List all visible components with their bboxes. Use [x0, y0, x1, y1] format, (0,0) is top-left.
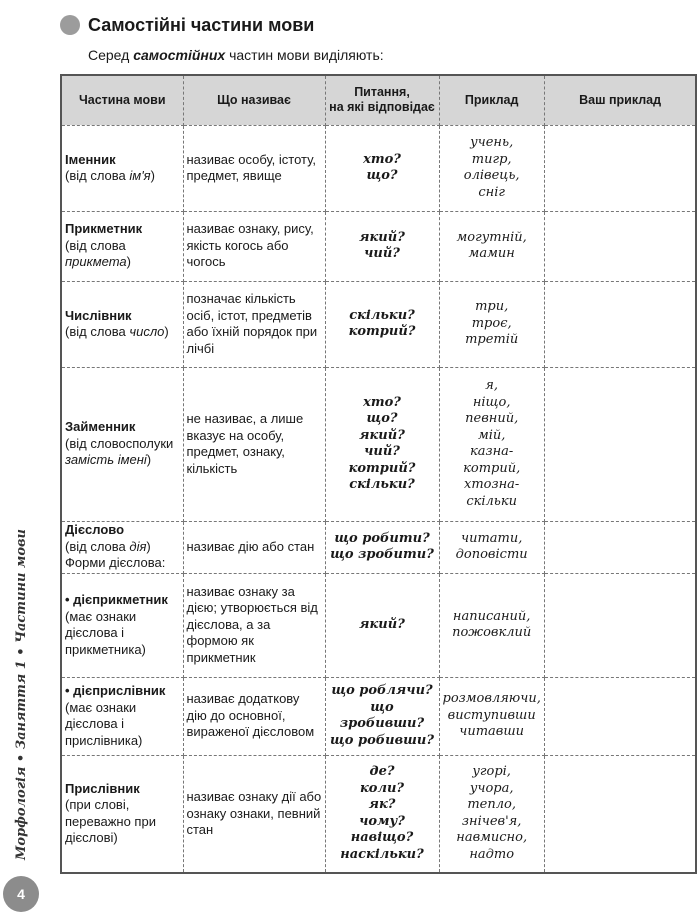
- question-cell: що робити? що зробити?: [325, 521, 439, 573]
- example-cell: розмовляючи, виступивши читавши: [439, 677, 544, 755]
- part-name: Іменник: [65, 151, 116, 167]
- parts-of-speech-table: [60, 74, 697, 874]
- part-cell: Займенник (від словосполуки замість імені): [61, 367, 183, 521]
- table-row: [61, 211, 696, 281]
- part-name: Займенник: [65, 419, 136, 435]
- your-example-cell[interactable]: [544, 521, 696, 573]
- bullet-icon: [60, 15, 80, 35]
- intro-before: Серед: [88, 47, 134, 63]
- your-example-cell[interactable]: [544, 125, 696, 211]
- col-header-example: Приклад: [439, 75, 544, 125]
- question-cell: скільки? котрий?: [325, 281, 439, 367]
- intro-text: [88, 47, 384, 63]
- example-cell: угорі, учора, тепло, знічев'я, навмисно, надто: [439, 755, 544, 873]
- part-cell: Іменник (від слова ім'я): [61, 125, 183, 211]
- part-name: • дієприкметник: [65, 592, 168, 607]
- your-example-cell[interactable]: [544, 573, 696, 677]
- example-cell: написаний, пожовклий: [439, 573, 544, 677]
- meaning-cell: називає ознаку дії або ознаку ознаки, певний стан: [183, 755, 325, 873]
- your-example-cell[interactable]: [544, 211, 696, 281]
- question-cell: хто? що? який? чий? котрий? скільки?: [325, 367, 439, 521]
- meaning-cell: не називає, а лише вказує на особу, предмет, ознаку, кількість: [183, 367, 325, 521]
- part-cell: • дієприслівник (має ознаки дієслова і прислівника): [61, 677, 183, 755]
- part-name: • дієприслівник: [65, 683, 166, 698]
- part-cell: Дієслово (від слова дія) Форми дієслова:: [61, 521, 183, 573]
- question-cell: який?: [325, 573, 439, 677]
- part-cell: Прислівник (при слові, переважно при дієслові): [61, 755, 183, 873]
- meaning-cell: називає особу, істоту, предмет, явище: [183, 125, 325, 211]
- question-cell: який? чий?: [325, 211, 439, 281]
- your-example-cell[interactable]: [544, 755, 696, 873]
- part-name: Прислівник: [65, 780, 140, 796]
- your-example-cell[interactable]: [544, 677, 696, 755]
- table-row: [61, 755, 696, 873]
- section-title: Самостійні частини мови: [88, 14, 315, 35]
- example-cell: учень, тигр, олівець, сніг: [439, 125, 544, 211]
- col-header-meaning: Що називає: [183, 75, 325, 125]
- table-row: [61, 677, 696, 755]
- section-heading: [60, 12, 314, 38]
- page-number: 4: [3, 876, 39, 912]
- table-row: [61, 573, 696, 677]
- example-cell: я, ніщо, певний, мій, казна- котрий, хтозна- скільки: [439, 367, 544, 521]
- intro-bold: самостійних: [133, 47, 226, 63]
- part-cell: Прикметник (від слова прикмета): [61, 211, 183, 281]
- part-name: Прикметник: [65, 221, 143, 237]
- table-row: [61, 521, 696, 573]
- meaning-cell: позначає кількість осіб, істот, предметів або їхній порядок при лічбі: [183, 281, 325, 367]
- part-name: Числівник: [65, 307, 132, 323]
- question-cell: що роблячи? що зробивши? що робивши?: [325, 677, 439, 755]
- intro-after: частин мови виділяють:: [225, 47, 384, 63]
- example-cell: читати, доповісти: [439, 521, 544, 573]
- col-header-question: Питання, на які відповідає: [325, 75, 439, 125]
- table-row: [61, 281, 696, 367]
- table-header-row: [61, 75, 696, 125]
- part-cell: Числівник (від слова число): [61, 281, 183, 367]
- your-example-cell[interactable]: [544, 367, 696, 521]
- meaning-cell: називає дію або стан: [183, 521, 325, 573]
- meaning-cell: називає ознаку, рису, якість когось або чогось: [183, 211, 325, 281]
- col-header-part: Частина мови: [61, 75, 183, 125]
- question-cell: де? коли? як? чому? навіщо? наскільки?: [325, 755, 439, 873]
- col-header-your-example: Ваш приклад: [544, 75, 696, 125]
- meaning-cell: називає ознаку за дією; утворюється від дієслова, а за формою як прикметник: [183, 573, 325, 677]
- part-name: Дієслово: [65, 522, 125, 538]
- example-cell: могутній, мамин: [439, 211, 544, 281]
- table-row: [61, 125, 696, 211]
- question-cell: хто? що?: [325, 125, 439, 211]
- example-cell: три, троє, третій: [439, 281, 544, 367]
- table-row: [61, 367, 696, 521]
- side-running-title: Морфологія • Заняття 1 • Частини мови: [14, 529, 29, 860]
- meaning-cell: називає додаткову дію до основної, вираженої дієсловом: [183, 677, 325, 755]
- your-example-cell[interactable]: [544, 281, 696, 367]
- part-cell: • дієприкметник (має ознаки дієслова і прикметника): [61, 573, 183, 677]
